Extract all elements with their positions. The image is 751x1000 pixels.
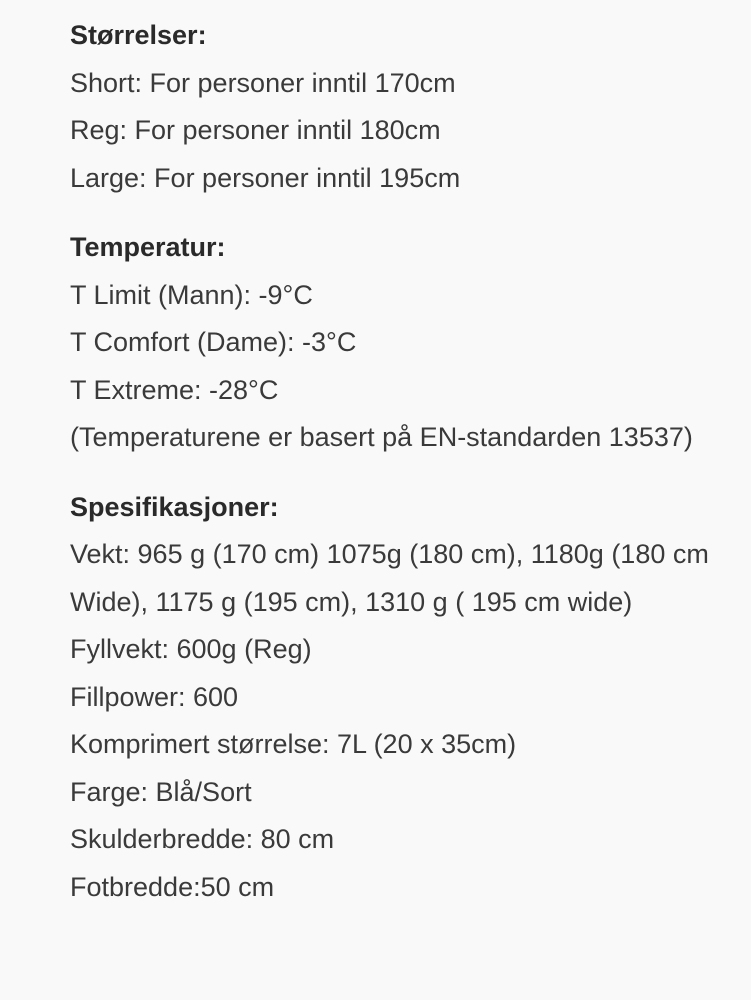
temp-standard-note: (Temperaturene er basert på EN-standarden 13537) [70, 422, 693, 452]
spec-fillpower: Fillpower: 600 [70, 681, 239, 712]
spec-foot-width: Fotbredde:50 cm [70, 871, 275, 902]
spec-color: Farge: Blå/Sort [70, 776, 252, 807]
size-large: Large: For personer inntil 195cm [70, 162, 461, 193]
spec-fill-weight: Fyllvekt: 600g (Reg) [70, 634, 312, 664]
specs-section [70, 484, 730, 912]
temp-extreme: T Extreme: -28°C [70, 374, 279, 405]
size-short: Short: For personer inntil 170cm [70, 67, 456, 98]
sizes-heading: Størrelser: [70, 20, 207, 50]
sizes-section [70, 12, 730, 202]
specs-heading: Spesifikasjoner: [70, 491, 279, 522]
temperature-section [70, 224, 730, 462]
temp-limit: T Limit (Mann): -9°C [70, 279, 313, 310]
spec-shoulder-width: Skulderbredde: 80 cm [70, 824, 335, 854]
spec-compressed-size: Komprimert størrelse: 7L (20 x 35cm) [70, 729, 517, 759]
spec-weight: Vekt: 965 g (170 cm) 1075g (180 cm), 1180g (180 cm Wide), 1175 g (195 cm), 1310 g ( 195 cm wide) [70, 539, 709, 617]
product-specs [70, 12, 730, 911]
temp-comfort: T Comfort (Dame): -3°C [70, 327, 357, 357]
temperature-heading: Temperatur: [70, 232, 226, 262]
size-reg: Reg: For personer inntil 180cm [70, 115, 441, 145]
